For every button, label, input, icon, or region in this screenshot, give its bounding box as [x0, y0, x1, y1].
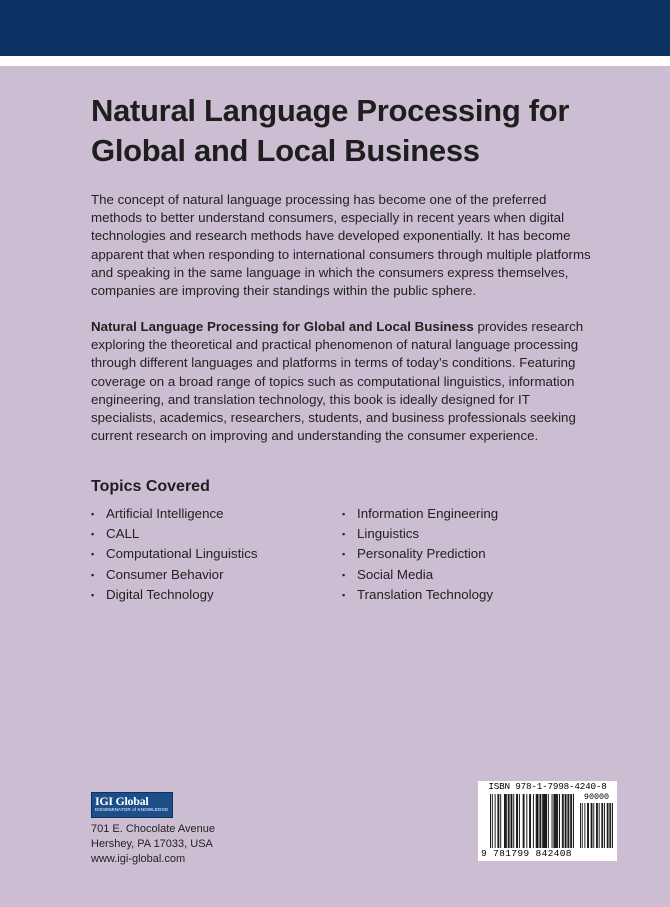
topic-item	[342, 545, 498, 565]
topic-label: Social Media	[357, 566, 434, 582]
barcode-bar	[584, 803, 585, 848]
bullet-icon: ▪	[342, 509, 346, 519]
barcode-bar	[542, 794, 543, 848]
bullet-icon: ▪	[342, 589, 346, 600]
book-title-line-2: Global and Local Business	[91, 133, 480, 168]
barcode-bar	[508, 794, 509, 848]
topic-item	[342, 566, 498, 586]
barcode-bar	[591, 803, 592, 848]
bullet-icon: ▪	[91, 509, 95, 519]
barcode-bar	[597, 803, 598, 848]
bullet-icon: ▪	[91, 569, 95, 580]
topic-label: Consumer Behavior	[106, 566, 224, 582]
barcode-bar	[545, 794, 546, 848]
topic-item	[342, 525, 498, 545]
barcode-bar	[592, 803, 593, 848]
bullet-icon: ▪	[342, 549, 346, 560]
topic-item	[91, 525, 258, 545]
topic-label: Computational Linguistics	[106, 546, 258, 562]
topic-label: Information Engineering	[357, 506, 499, 521]
publisher-logo-text: IGI Global	[95, 794, 149, 808]
barcode-bar	[523, 794, 524, 848]
description-paragraph-2	[91, 318, 591, 445]
barcode-bar	[570, 794, 571, 848]
topic-item	[342, 586, 498, 606]
topic-item	[91, 586, 258, 606]
barcode-bar	[593, 803, 594, 848]
bullet-icon: ▪	[91, 549, 95, 560]
barcode-bar	[490, 794, 491, 848]
barcode-bar	[609, 803, 610, 848]
address-line-2: Hershey, PA 17033, USA	[91, 838, 213, 850]
barcode-bar	[582, 803, 583, 848]
barcode-bar	[539, 794, 540, 848]
barcode-bar	[610, 803, 611, 848]
barcode-bar	[608, 803, 609, 848]
barcode-bar	[546, 794, 547, 848]
topic-item	[91, 545, 258, 565]
barcode-bar	[587, 803, 588, 848]
description-paragraph-1: The concept of natural language processing has become one of the preferred methods to better understand consumers, especially in recent years when digital technologies and research methods have developed exponentially. It has become apparent that when responding to international consumers through multiple platforms and speaking in the same language in which the consumers express themselves, companies are improving their standings within the public sphere.	[91, 192, 591, 299]
barcode-bar	[538, 794, 539, 848]
barcode-bar	[556, 794, 557, 848]
barcode-digits: 9 781799 842408	[481, 848, 572, 859]
barcode-bar	[500, 794, 501, 848]
isbn-barcode	[478, 781, 617, 861]
barcode-bar	[517, 794, 518, 848]
address-line-1: 701 E. Chocolate Avenue	[91, 823, 215, 835]
barcode-bar	[513, 794, 514, 848]
barcode-bar	[533, 794, 534, 848]
isbn-number: ISBN 978-1-7998-4240-8	[488, 781, 607, 792]
barcode-bar	[612, 803, 613, 848]
barcode-bar	[511, 794, 512, 848]
barcode-bar	[599, 803, 600, 848]
barcode-bar	[543, 794, 544, 848]
barcode-bar	[548, 794, 549, 848]
barcode-bar	[544, 794, 545, 848]
publisher-address	[91, 822, 215, 867]
barcode-bar	[511, 794, 512, 848]
barcode-bar	[580, 803, 581, 848]
barcode-bar	[505, 794, 506, 848]
barcode-bar	[504, 794, 505, 848]
barcode-bar	[536, 794, 537, 848]
book-title-inline: Natural Language Processing for Global and Local Business	[91, 319, 474, 334]
barcode-bar	[566, 794, 567, 848]
header-band	[0, 0, 670, 56]
barcode-bar	[537, 794, 538, 848]
barcode-bar	[529, 794, 530, 848]
bullet-icon: ▪	[91, 529, 95, 540]
topics-list-left	[91, 505, 258, 606]
topic-label: Digital Technology	[106, 586, 214, 602]
barcode-bar	[601, 803, 602, 848]
barcode-bar	[492, 794, 493, 848]
barcode-bar	[554, 794, 555, 848]
barcode-bar	[497, 794, 498, 848]
barcode-bar	[567, 794, 568, 848]
topics-list-right	[342, 505, 498, 606]
barcode-bar	[588, 803, 589, 848]
topic-item	[342, 505, 498, 525]
barcode-bar	[530, 794, 531, 848]
barcode-bar	[559, 794, 560, 848]
barcode-bar	[552, 794, 553, 848]
publisher-logo	[91, 792, 173, 818]
barcode-bar	[555, 794, 556, 848]
barcode-bar	[557, 794, 558, 848]
barcode-bar	[565, 794, 566, 848]
barcode-bar	[506, 794, 507, 848]
topic-label: Translation Technology	[357, 586, 494, 602]
topics-heading: Topics Covered	[91, 478, 210, 495]
publisher-logo-tagline: DISSEMINATOR of KNOWLEDGE	[95, 807, 169, 812]
barcode-bar	[516, 794, 517, 848]
topic-label: Artificial Intelligence	[106, 506, 224, 521]
barcode-bar	[524, 794, 525, 848]
publisher-website: www.igi-global.com	[91, 853, 186, 865]
barcode-bar	[498, 794, 499, 848]
barcode-bar	[563, 794, 564, 848]
bullet-icon: ▪	[91, 589, 95, 600]
barcode-bar	[562, 794, 563, 848]
bullet-icon: ▪	[342, 529, 346, 540]
topic-label: Personality Prediction	[357, 546, 486, 562]
barcode-bar	[604, 803, 605, 848]
topic-label: Linguistics	[357, 526, 420, 542]
barcode-bar	[596, 803, 597, 848]
barcode-bar	[526, 794, 527, 848]
barcode-bar	[495, 794, 496, 848]
barcode-bar	[553, 794, 554, 848]
bullet-icon: ▪	[342, 569, 346, 580]
description-paragraph-2-text: provides research exploring the theoretical and practical phenomenon of natural language processing through different languages and platforms in terms of today’s conditions. Featuring coverage on a broad range of topics such as computational linguistics, information engineering, and translation technology, this book is ideally designed for IT specialists, academics, researchers, students, and business professionals seeking current research on improving and understanding the consumer experience.	[91, 319, 584, 444]
barcode-bar	[573, 794, 574, 848]
topic-item	[91, 566, 258, 586]
topic-label: CALL	[106, 526, 140, 542]
barcode-bar	[607, 803, 608, 848]
book-title	[91, 91, 611, 171]
barcode-addon-digits: 90000	[583, 792, 610, 802]
barcode-bar	[540, 794, 541, 848]
barcode-bar	[519, 794, 520, 848]
barcode-bar	[571, 794, 572, 848]
book-title-line-1: Natural Language Processing for	[91, 93, 570, 128]
barcode-bar	[568, 794, 569, 848]
topic-item	[91, 505, 258, 525]
barcode-bar	[602, 803, 603, 848]
barcode-bar	[509, 794, 510, 848]
